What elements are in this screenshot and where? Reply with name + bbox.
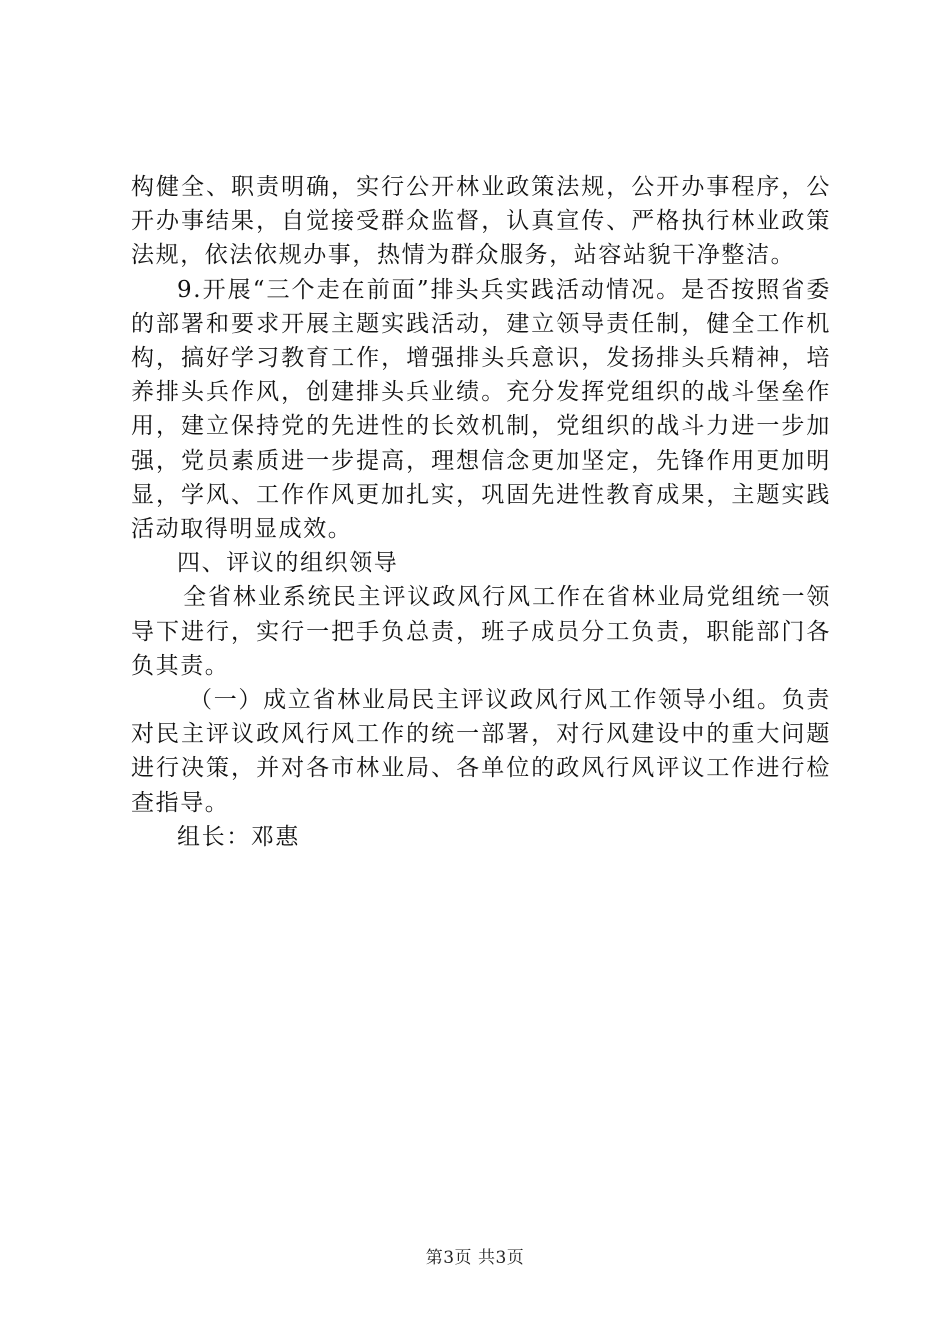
- paragraph-leading-group: （一）成立省林业局民主评议政风行风工作领导小组。负责对民主评议政风行风工作的统一部署，对行风建设中的重大问题进行决策，并对各市林业局、各单位的政风行风评议工作进行检查指导。: [131, 687, 831, 816]
- section-heading-4: 四、评议的组织领导: [177, 550, 399, 577]
- page-footer: 第3页 共3页: [425, 1248, 525, 1268]
- paragraph-leadership-overview: 全省林业系统民主评议政风行风工作在省林业局党组统一领导下进行，实行一把手负总责，班子成员分工负责，职能部门各负其责。: [131, 584, 831, 679]
- document-body: [131, 170, 831, 854]
- group-leader-line: 组长：邓惠: [177, 823, 300, 850]
- paragraph-item-9: 9.开展“三个走在前面”排头兵实践活动情况。是否按照省委的部署和要求开展主题实践活动，建立领导责任制，健全工作机构，搞好学习教育工作，增强排头兵意识，发扬排头兵精神，培养排头兵作风，创建排头兵业绩。充分发挥党组织的战斗堡垒作用，建立保持党的先进性的长效机制，党组织的战斗力进一步加强，党员素质进一步提高，理想信念更加坚定，先锋作用更加明显，学风、工作作风更加扎实，巩固先进性教育成果，主题实践活动取得明显成效。: [131, 276, 831, 543]
- paragraph-continuation: 构健全、职责明确，实行公开林业政策法规，公开办事程序，公开办事结果，自觉接受群众监督，认真宣传、严格执行林业政策法规，依法依规办事，热情为群众服务，站容站貌干净整洁。: [131, 174, 831, 269]
